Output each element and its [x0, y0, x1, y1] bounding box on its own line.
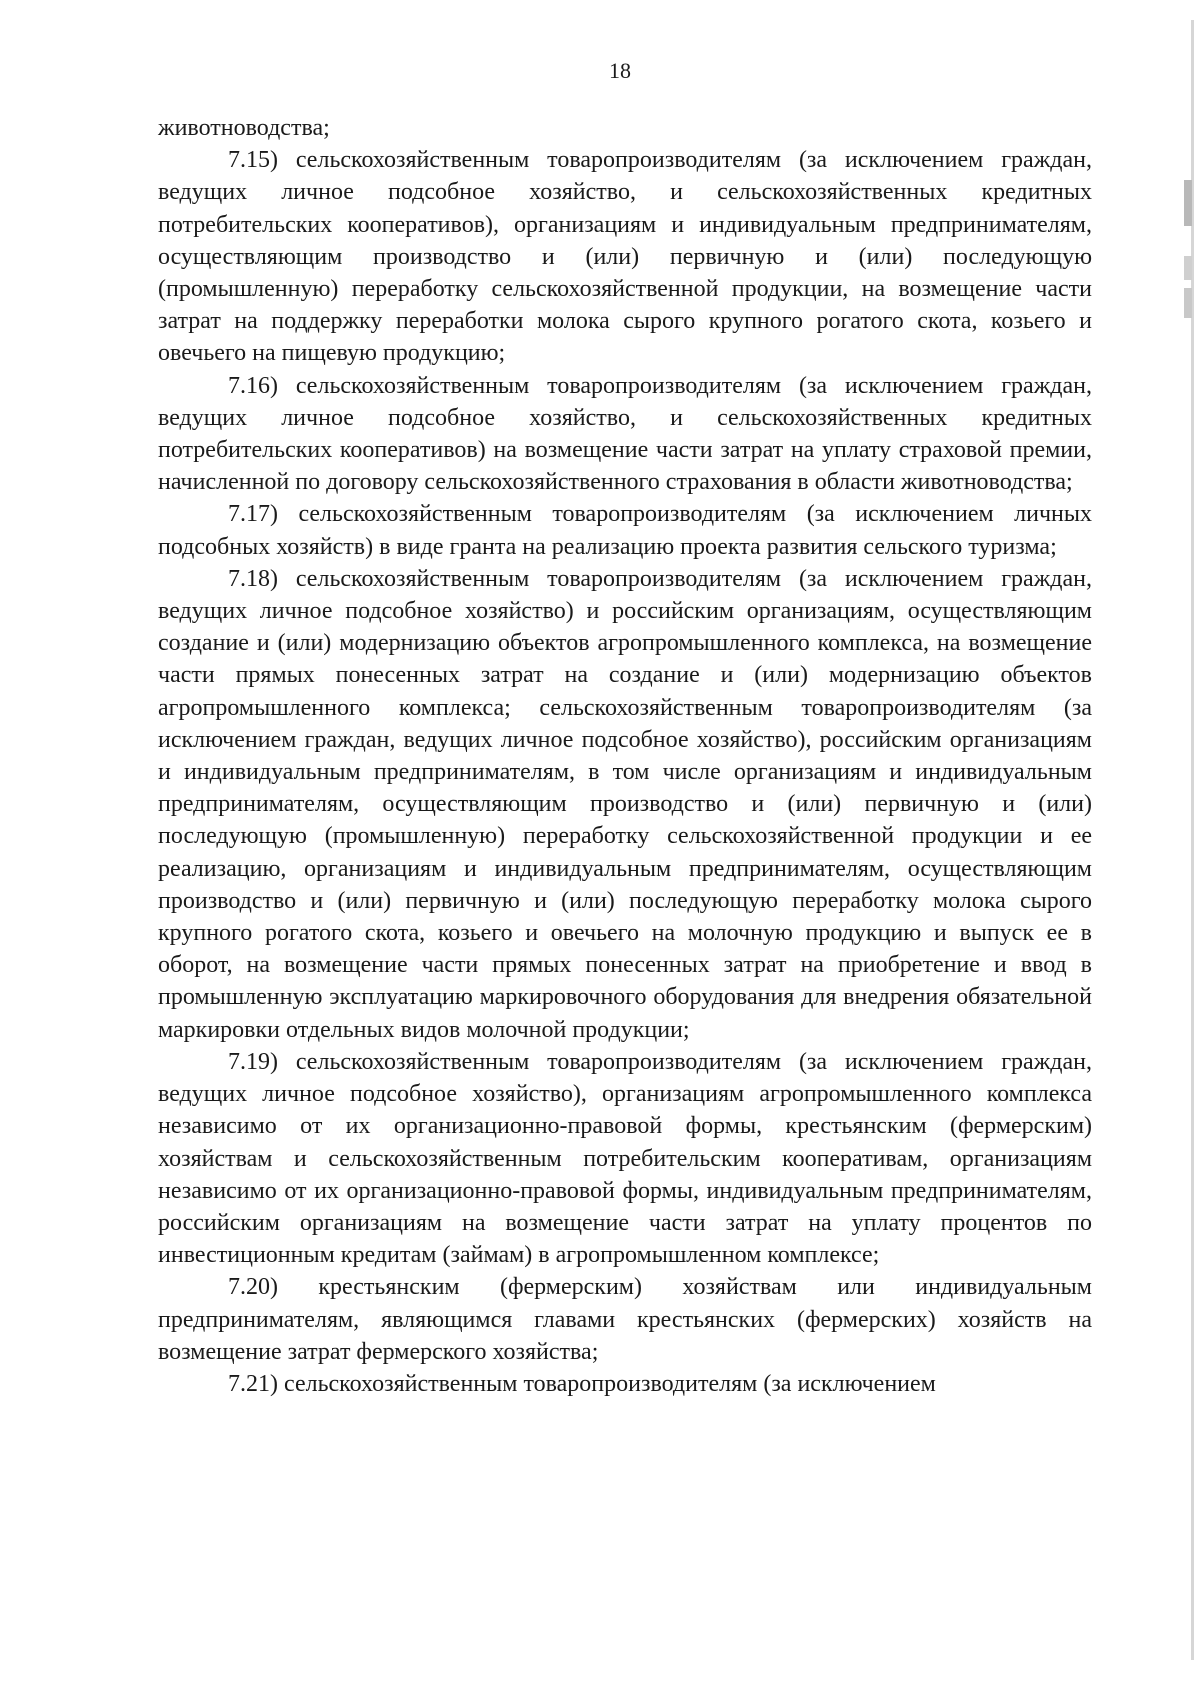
paragraph-continuation: животноводства; [158, 115, 330, 141]
paragraph-item-7-19: 7.19) сельскохозяйственным товаропроизводителям (за исключением граждан, ведущих личное подсобное хозяйство), организациям агропромышленного комплекса независимо от их организационно-правовой формы, крестьянским (фермерским) хозяйствам и сельскохозяйственным потребительским кооперативам, организациям независимо от их организационно-правовой формы, индивидуальным предпринимателям, российским организациям на возмещение части затрат на уплату процентов по инвестиционным кредитам (займам) в агропромышленном комплексе; [158, 1048, 1092, 1269]
page-number: 18 [609, 58, 631, 83]
paragraph-item-7-18: 7.18) сельскохозяйственным товаропроизводителям (за исключением граждан, ведущих личное подсобное хозяйство) и российским организациям, осуществляющим создание и (или) модернизацию объектов агропромышленного комплекса, на возмещение части прямых понесенных затрат на создание и (или) модернизацию объектов агропромышленного комплекса; сельскохозяйственным товаропроизводителям (за исключением граждан, ведущих личное подсобное хозяйство), российским организациям и индивидуальным предпринимателям, в том числе организациям и индивидуальным предпринимателям, осуществляющим производство и (или) первичную и (или) последующую (промышленную) переработку сельскохозяйственной продукции и ее реализацию, организациям и индивидуальным предпринимателям, осуществляющим производство и (или) первичную и (или) последующую переработку молока сырого крупного рогатого скота, козьего и овечьего на молочную продукцию и выпуск ее в оборот, на возмещение части прямых понесенных затрат на приобретение и ввод в промышленную эксплуатацию маркировочного оборудования для внедрения обязательной маркировки отдельных видов молочной продукции; [158, 565, 1092, 1043]
document-body [158, 112, 1092, 1400]
paragraph-item-7-21: 7.21) сельскохозяйственным товаропроизводителям (за исключением [228, 1370, 936, 1397]
paragraph-item-7-16: 7.16) сельскохозяйственным товаропроизводителям (за исключением граждан, ведущих личное подсобное хозяйство, и сельскохозяйственных кредитных потребительских кооперативов) на возмещение части затрат на уплату страховой премии, начисленной по договору сельскохозяйственного страхования в области животноводства; [158, 372, 1092, 496]
paragraph-item-7-20: 7.20) крестьянским (фермерским) хозяйствам или индивидуальным предпринимателям, являющимся главами крестьянских (фермерских) хозяйств на возмещение затрат фермерского хозяйства; [158, 1274, 1092, 1365]
paragraph-item-7-17: 7.17) сельскохозяйственным товаропроизводителям (за исключением личных подсобных хозяйств) в виде гранта на реализацию проекта развития сельского туризма; [158, 501, 1092, 560]
scan-edge-artifact [1180, 20, 1194, 1660]
paragraph-item-7-15: 7.15) сельскохозяйственным товаропроизводителям (за исключением граждан, ведущих личное подсобное хозяйство, и сельскохозяйственных кредитных потребительских кооперативов), организациям и индивидуальным предпринимателям, осуществляющим производство и (или) первичную и (или) последующую (промышленную) переработку сельскохозяйственной продукции, на возмещение части затрат на поддержку переработки молока сырого крупного рогатого скота, козьего и овечьего на пищевую продукцию; [158, 147, 1092, 367]
